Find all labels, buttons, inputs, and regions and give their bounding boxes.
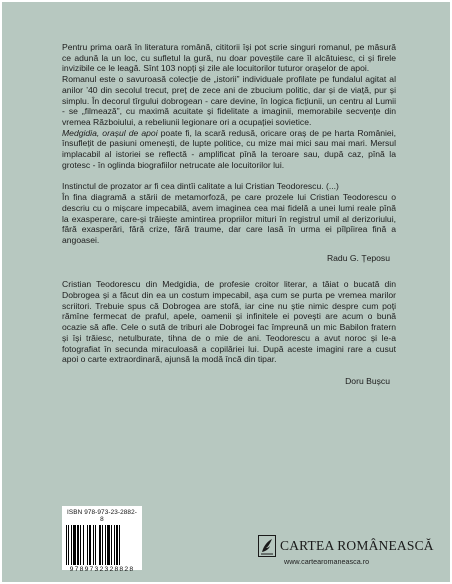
publisher-block	[258, 534, 434, 568]
quote2-author: Doru Bușcu	[345, 375, 390, 386]
blurb-paragraph-2: Romanul este o savuroasă colecție de „istorii” individuale profilate pe fundalul agitat al anilor ’40 din secolul trecut, preț de zece ani de zbucium politic, dar și de viață, pur și simplu. În decorul tîrgului dobrogean - care devine, în logica ficțiunii, un centru al Lumii - se „filmează”, cu maximă acuitate și fidelitate a imaginii, memorabile secvențe din vremea Războiului, a rebeliunii legionare ori a ocupației sovietice.	[62, 74, 396, 127]
barcode-bar	[120, 525, 121, 565]
book-title-italic: Medgidia, orașul de apoi	[62, 127, 158, 138]
blurb-paragraph-1: Pentru prima oară în literatura română, cititorii își pot scrie singuri romanul, pe măsură ce adună la un loc, cu sufletul la gură, nu doar poveștile care îl alcătuiesc, ci și firele invizibile ce le leagă. Sînt 103 nopți și zile ale locuitorilor tuturor orașelor de apoi.	[62, 42, 396, 74]
quote1-author: Radu G. Țeposu	[326, 252, 390, 263]
publisher-url: www.cartearomaneasca.ro	[284, 557, 370, 566]
isbn-barcode	[62, 506, 142, 573]
book-back-cover	[2, 2, 450, 582]
blurb-text	[62, 42, 396, 387]
quote1-paragraph-2: În fina diagramă a stării de metamorfoză, pe care prozele lui Cristian Teodorescu o descriu cu o mișcare impecabilă, avem imaginea cea mai fidelă a unei lumi reale pînă la exasperare, care-și trăiește amintirea propriilor mituri în registrul umil al derizoriului, fără exasperări, fără crize, fără traume, dar care lasă în urma ei pîlpîirea fină a angoasei.	[62, 192, 396, 245]
quote2-text: Cristian Teodorescu din Medgidia, de profesie croitor literar, a tăiat o bucată din Dobrogea și a făcut din ea un costum impecabil, așa cum se purta pe vremea marilor scriitori. Trebuie spus că Dobrogea are stofă, iar cine nu știe nimic despre cum poți rămîne fermecat de praful, apele, oamenii și infinitele ei povești are acum o bună ocazie să afle. Cele o sută de triburi ale Dobrogei fac împreună un mic Babilon fratern și își trăiesc, netulburate, tihna de o mie de ani. Teodorescu a avut noroc și le-a fotografiat în secunda miraculoasă a copilăriei lui. După aceste imagini rare a cusut apoi o carte extraordinară, ajunsă la modă încă din tipar.	[62, 279, 396, 365]
quote1-paragraph-1: Instinctul de prozator ar fi cea dintîi calitate a lui Cristian Teodorescu. (...)	[62, 181, 339, 192]
barcode-bars	[66, 525, 138, 565]
isbn-label: ISBN 978-973-23-2882-8	[67, 509, 137, 523]
bird-quill-logo-icon	[258, 535, 276, 557]
publisher-name: CARTEA ROMÂNEASCĂ	[280, 538, 434, 553]
blurb-paragraph-3	[62, 128, 396, 171]
blurb-paragraph-3-rest: poate fi, la scară redusă, oricare oraș de pe harta României, însuflețit de pasiuni omenești, de lupte politice, cu mize mai mici sau mai mari. Mersul implacabil al istoriei se reflectă - amplificat pînă la teroare sau, după caz, pînă la grotesc - în oglinda biografiilor netrucate ale locuitorilor lui.	[62, 127, 397, 170]
barcode-number: 9789732328828	[69, 566, 135, 573]
